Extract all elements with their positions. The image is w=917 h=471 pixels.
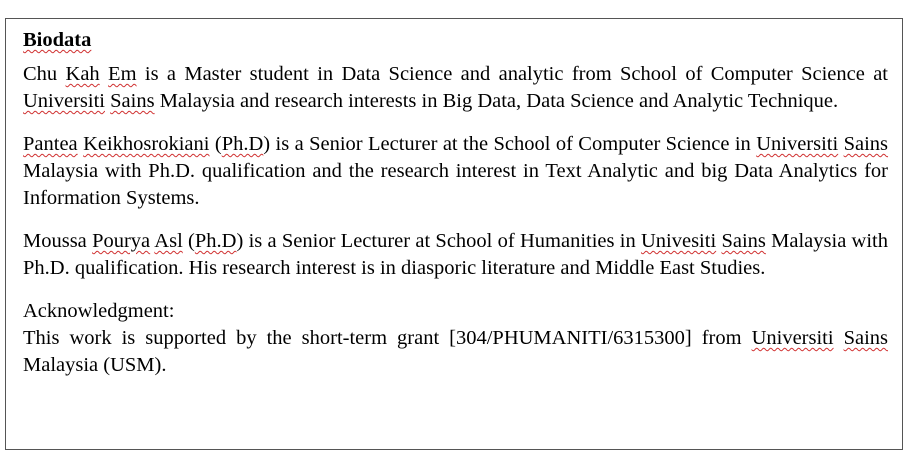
spellcheck-flagged-word: Sains (843, 327, 888, 349)
spellcheck-flagged-word: Ph.D (194, 230, 237, 252)
text-run: ) is a Senior Lecturer at the School of Computer Science in (263, 133, 757, 155)
text-run: Malaysia and research interests in Big Data, Data Science and Analytic Technique. (154, 90, 839, 112)
spellcheck-flagged-word: Sains (721, 230, 766, 252)
spellcheck-flagged-word: Asl (154, 230, 183, 252)
spellcheck-flagged-word: Ph.D (221, 133, 264, 155)
spellcheck-flagged-word: Em (108, 63, 137, 85)
spellcheck-flagged-word: Univesiti (640, 230, 717, 252)
spellcheck-flagged-word: Universiti (23, 90, 105, 112)
text-run: Moussa (23, 230, 93, 252)
text-run: Malaysia with Ph.D. qualification and the research interest in Text Analytic and big Data Analytics for Information Systems. (23, 160, 888, 209)
text-run: ( (182, 230, 195, 252)
text-run: Chu (23, 63, 66, 85)
spellcheck-flagged-word: Universiti (756, 133, 839, 155)
spellcheck-flagged-word: Keikhosrokiani (83, 133, 210, 155)
text-run: This work is supported by the short-term grant [304/PHUMANITI/6315300] from (23, 327, 752, 349)
spellcheck-flagged-word: Pantea (23, 133, 78, 155)
spellcheck-flagged-word: Kah (65, 63, 100, 85)
spellcheck-flagged-word: Sains (843, 133, 889, 155)
biodata-heading: Biodata (23, 29, 92, 51)
acknowledgment-paragraph (23, 298, 888, 379)
text-run: is a Master student in Data Science and analytic from School of Computer Science at (136, 63, 888, 85)
bio-paragraph-chu-kah-em (23, 61, 888, 115)
spellcheck-flagged-word: Pourya (92, 230, 151, 252)
acknowledgment-title: Acknowledgment: (23, 300, 175, 322)
spellcheck-flagged-word: Sains (110, 90, 155, 112)
text-run (100, 63, 108, 85)
text-run (834, 327, 844, 349)
bio-paragraph-pantea-keikhosrokiani (23, 131, 888, 212)
text-run: ) is a Senior Lecturer at School of Humanities in (236, 230, 641, 252)
text-run: ( (209, 133, 222, 155)
text-run: Malaysia (USM). (23, 354, 167, 376)
spellcheck-flagged-word: Universiti (751, 327, 834, 349)
acknowledgment-text (23, 327, 888, 376)
bio-paragraph-moussa-pourya-asl (23, 228, 888, 282)
text-run: Malaysia with Ph.D. qualification. His research interest is in diasporic literature and Middle East Studies. (23, 230, 889, 279)
biodata-box (5, 18, 903, 450)
